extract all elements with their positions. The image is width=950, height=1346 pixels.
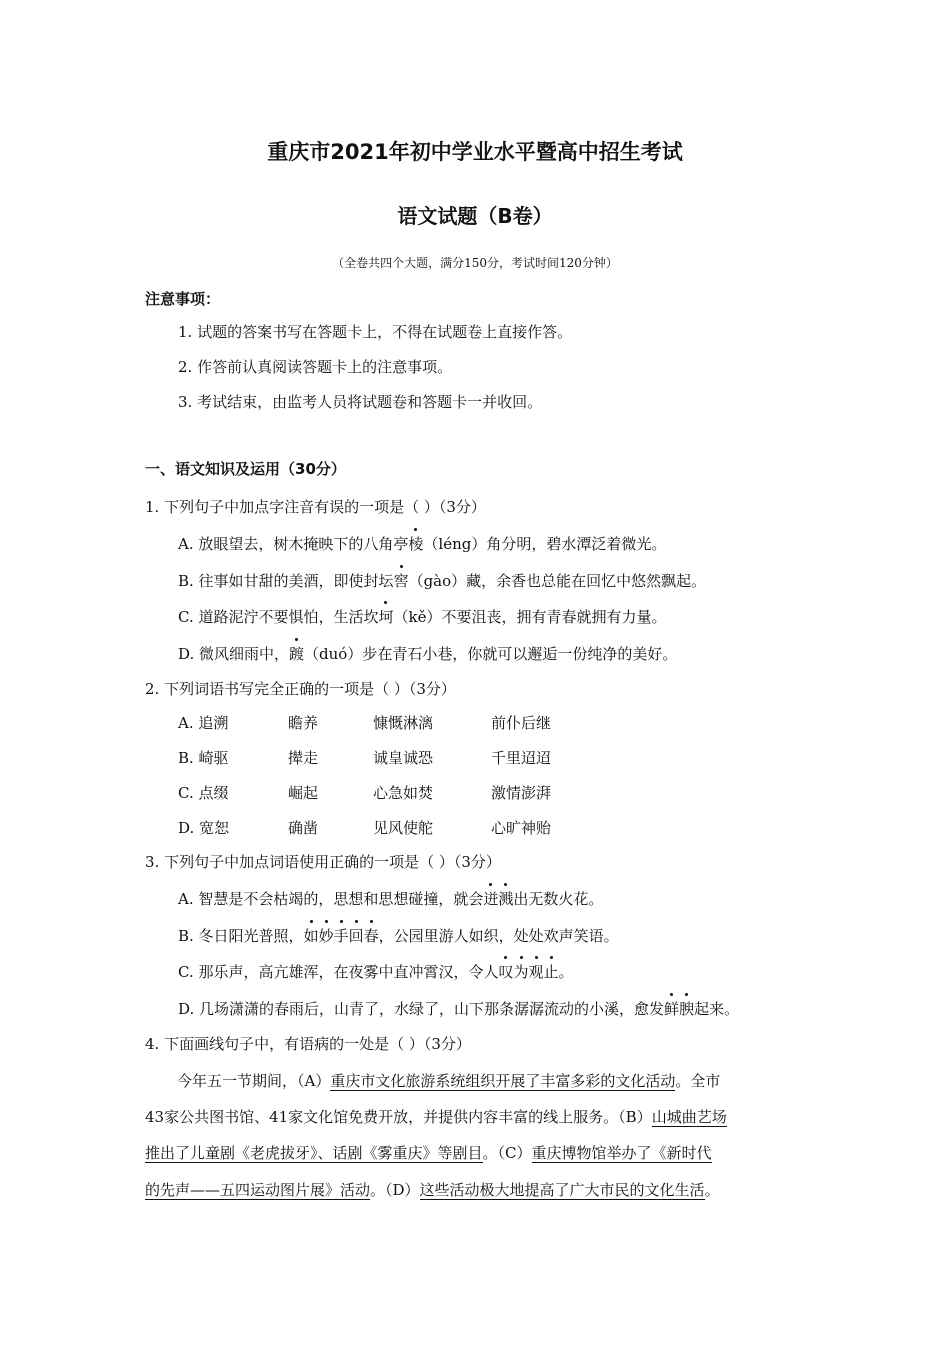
passage-text: 。: [704, 1181, 720, 1199]
option-text: （léng）角分明，碧水潭泛着微光。: [423, 535, 667, 553]
option-text: 。: [558, 963, 574, 981]
dotted-char: 溅: [498, 890, 514, 908]
option-word: 慷慨淋漓: [373, 714, 434, 732]
option-word: 诚皇诚恐: [373, 749, 434, 767]
option-word: 心旷神贻: [491, 819, 552, 837]
dotted-char: 妙: [318, 927, 334, 945]
dotted-char: 为: [513, 963, 529, 981]
dotted-char: 叹: [498, 963, 514, 981]
question-4-passage-line: [145, 1070, 807, 1091]
question-2-stem: 2. 下列词语书写完全正确的一项是（ ）（3分）: [145, 680, 456, 698]
dotted-char: 窖: [393, 572, 409, 590]
option-word: 撵走: [288, 749, 319, 767]
option-word: D. 宽恕: [178, 819, 230, 837]
dotted-char: 坷: [378, 608, 394, 626]
option-text: B. 冬日阳光普照，: [178, 927, 304, 945]
question-4-passage-line: [145, 1142, 807, 1163]
notice-item: 2. 作答前认真阅读答题卡上的注意事项。: [178, 358, 453, 376]
dotted-char: 鲜: [664, 1000, 680, 1018]
exam-note: （全卷共四个大题，满分150分，考试时间120分钟）: [332, 256, 618, 270]
option-text: （kě）不要沮丧，拥有青春就拥有力量。: [393, 608, 667, 626]
question-1-option-a: [178, 533, 666, 554]
option-word: 激情澎湃: [491, 784, 552, 802]
dotted-char: 踱: [289, 645, 305, 663]
option-text: 起来。: [694, 1000, 740, 1018]
notice-item: 1. 试题的答案书写在答题卡上，不得在试题卷上直接作答。: [178, 323, 573, 341]
question-3-option-c: [178, 961, 574, 982]
option-word: 确凿: [288, 819, 319, 837]
underlined-sentence: 的先声——五四运动图片展》活动: [145, 1181, 371, 1199]
notice-heading: 注意事项：: [145, 290, 221, 308]
option-text: A. 智慧是不会枯竭的，思想和思想碰撞，就会: [178, 890, 484, 908]
dotted-word: [664, 1000, 694, 1018]
passage-text: 。全市: [675, 1072, 721, 1090]
option-text: A. 放眼望去，树木掩映下的八角亭: [178, 535, 409, 553]
option-word: 心急如焚: [373, 784, 434, 802]
passage-text: 。（D）: [370, 1181, 420, 1199]
option-text: C. 那乐声，高亢雄浑，在夜雾中直冲霄汉，令人: [178, 963, 499, 981]
page-title: 重庆市2021年初中学业水平暨高中招生考试: [267, 140, 683, 164]
dotted-word: [483, 890, 513, 908]
question-3-option-a: [178, 888, 603, 909]
dotted-char: 观: [528, 963, 544, 981]
option-text: B. 往事如甘甜的美酒，即使封坛: [178, 572, 394, 590]
option-text: 出无数火花。: [513, 890, 604, 908]
option-word: 前仆后继: [491, 714, 552, 732]
option-word: 见风使舵: [373, 819, 434, 837]
option-text: D. 几场潇潇的春雨后，山青了，水绿了，山下那条潺潺流动的小溪，愈发: [178, 1000, 665, 1018]
passage-text: 。（C）: [482, 1144, 532, 1162]
dotted-char: 棱: [408, 535, 424, 553]
passage-text: 今年五一节期间，（A）: [177, 1072, 331, 1090]
option-text: （gào）藏，余香也总能在回忆中悠然飘起。: [408, 572, 707, 590]
question-3-option-b: [178, 925, 619, 946]
option-word: 千里迢迢: [491, 749, 552, 767]
option-text: D. 微风细雨中，: [178, 645, 290, 663]
page-subtitle: 语文试题（B卷）: [397, 204, 553, 228]
question-1-option-b: [178, 570, 706, 591]
underlined-sentence: 重庆博物馆举办了《新时代: [531, 1144, 712, 1162]
question-1-option-d: [178, 643, 677, 664]
underlined-sentence: 推出了儿童剧《老虎拔牙》、话剧《雾重庆》等剧目: [145, 1144, 483, 1162]
option-word: C. 点缀: [178, 784, 229, 802]
underlined-sentence: 这些活动极大地提高了广大市民的文化生活: [419, 1181, 705, 1199]
question-1-option-c: [178, 606, 666, 627]
underlined-sentence: 山城曲艺场: [651, 1108, 727, 1126]
section-heading: 一、语文知识及运用（30分）: [145, 460, 346, 478]
dotted-char: 如: [303, 927, 319, 945]
question-3-option-d: [178, 998, 739, 1019]
option-word: 崛起: [288, 784, 319, 802]
option-text: ，公园里游人如织，处处欢声笑语。: [378, 927, 619, 945]
dotted-char: 腴: [679, 1000, 695, 1018]
dotted-char: 止: [543, 963, 559, 981]
dotted-char: 回: [348, 927, 364, 945]
passage-text: 43家公共图书馆、41家文化馆免费开放，并提供内容丰富的线上服务。（B）: [145, 1108, 652, 1126]
question-1-stem: 1. 下列句子中加点字注音有误的一项是（ ）（3分）: [145, 498, 486, 516]
question-4-passage-line: [145, 1106, 807, 1127]
dotted-word: [304, 927, 379, 945]
option-word: 瞻养: [288, 714, 319, 732]
dotted-char: 手: [333, 927, 349, 945]
dotted-word: [498, 963, 558, 981]
underlined-sentence: 重庆市文化旅游系统组织开展了丰富多彩的文化活动: [330, 1072, 676, 1090]
option-text: （duó）步在青石小巷，你就可以邂逅一份纯净的美好。: [304, 645, 678, 663]
question-4-passage-line: [145, 1179, 807, 1200]
dotted-char: 迸: [483, 890, 499, 908]
option-word: B. 崎驱: [178, 749, 229, 767]
option-word: A. 追溯: [178, 714, 229, 732]
question-4-stem: 4. 下面画线句子中，有语病的一处是（ ）（3分）: [145, 1035, 471, 1053]
dotted-char: 春: [363, 927, 379, 945]
option-text: C. 道路泥泞不要惧怕，生活坎: [178, 608, 379, 626]
notice-item: 3. 考试结束，由监考人员将试题卷和答题卡一并收回。: [178, 393, 543, 411]
question-3-stem: 3. 下列句子中加点词语使用正确的一项是（ ）（3分）: [145, 853, 501, 871]
